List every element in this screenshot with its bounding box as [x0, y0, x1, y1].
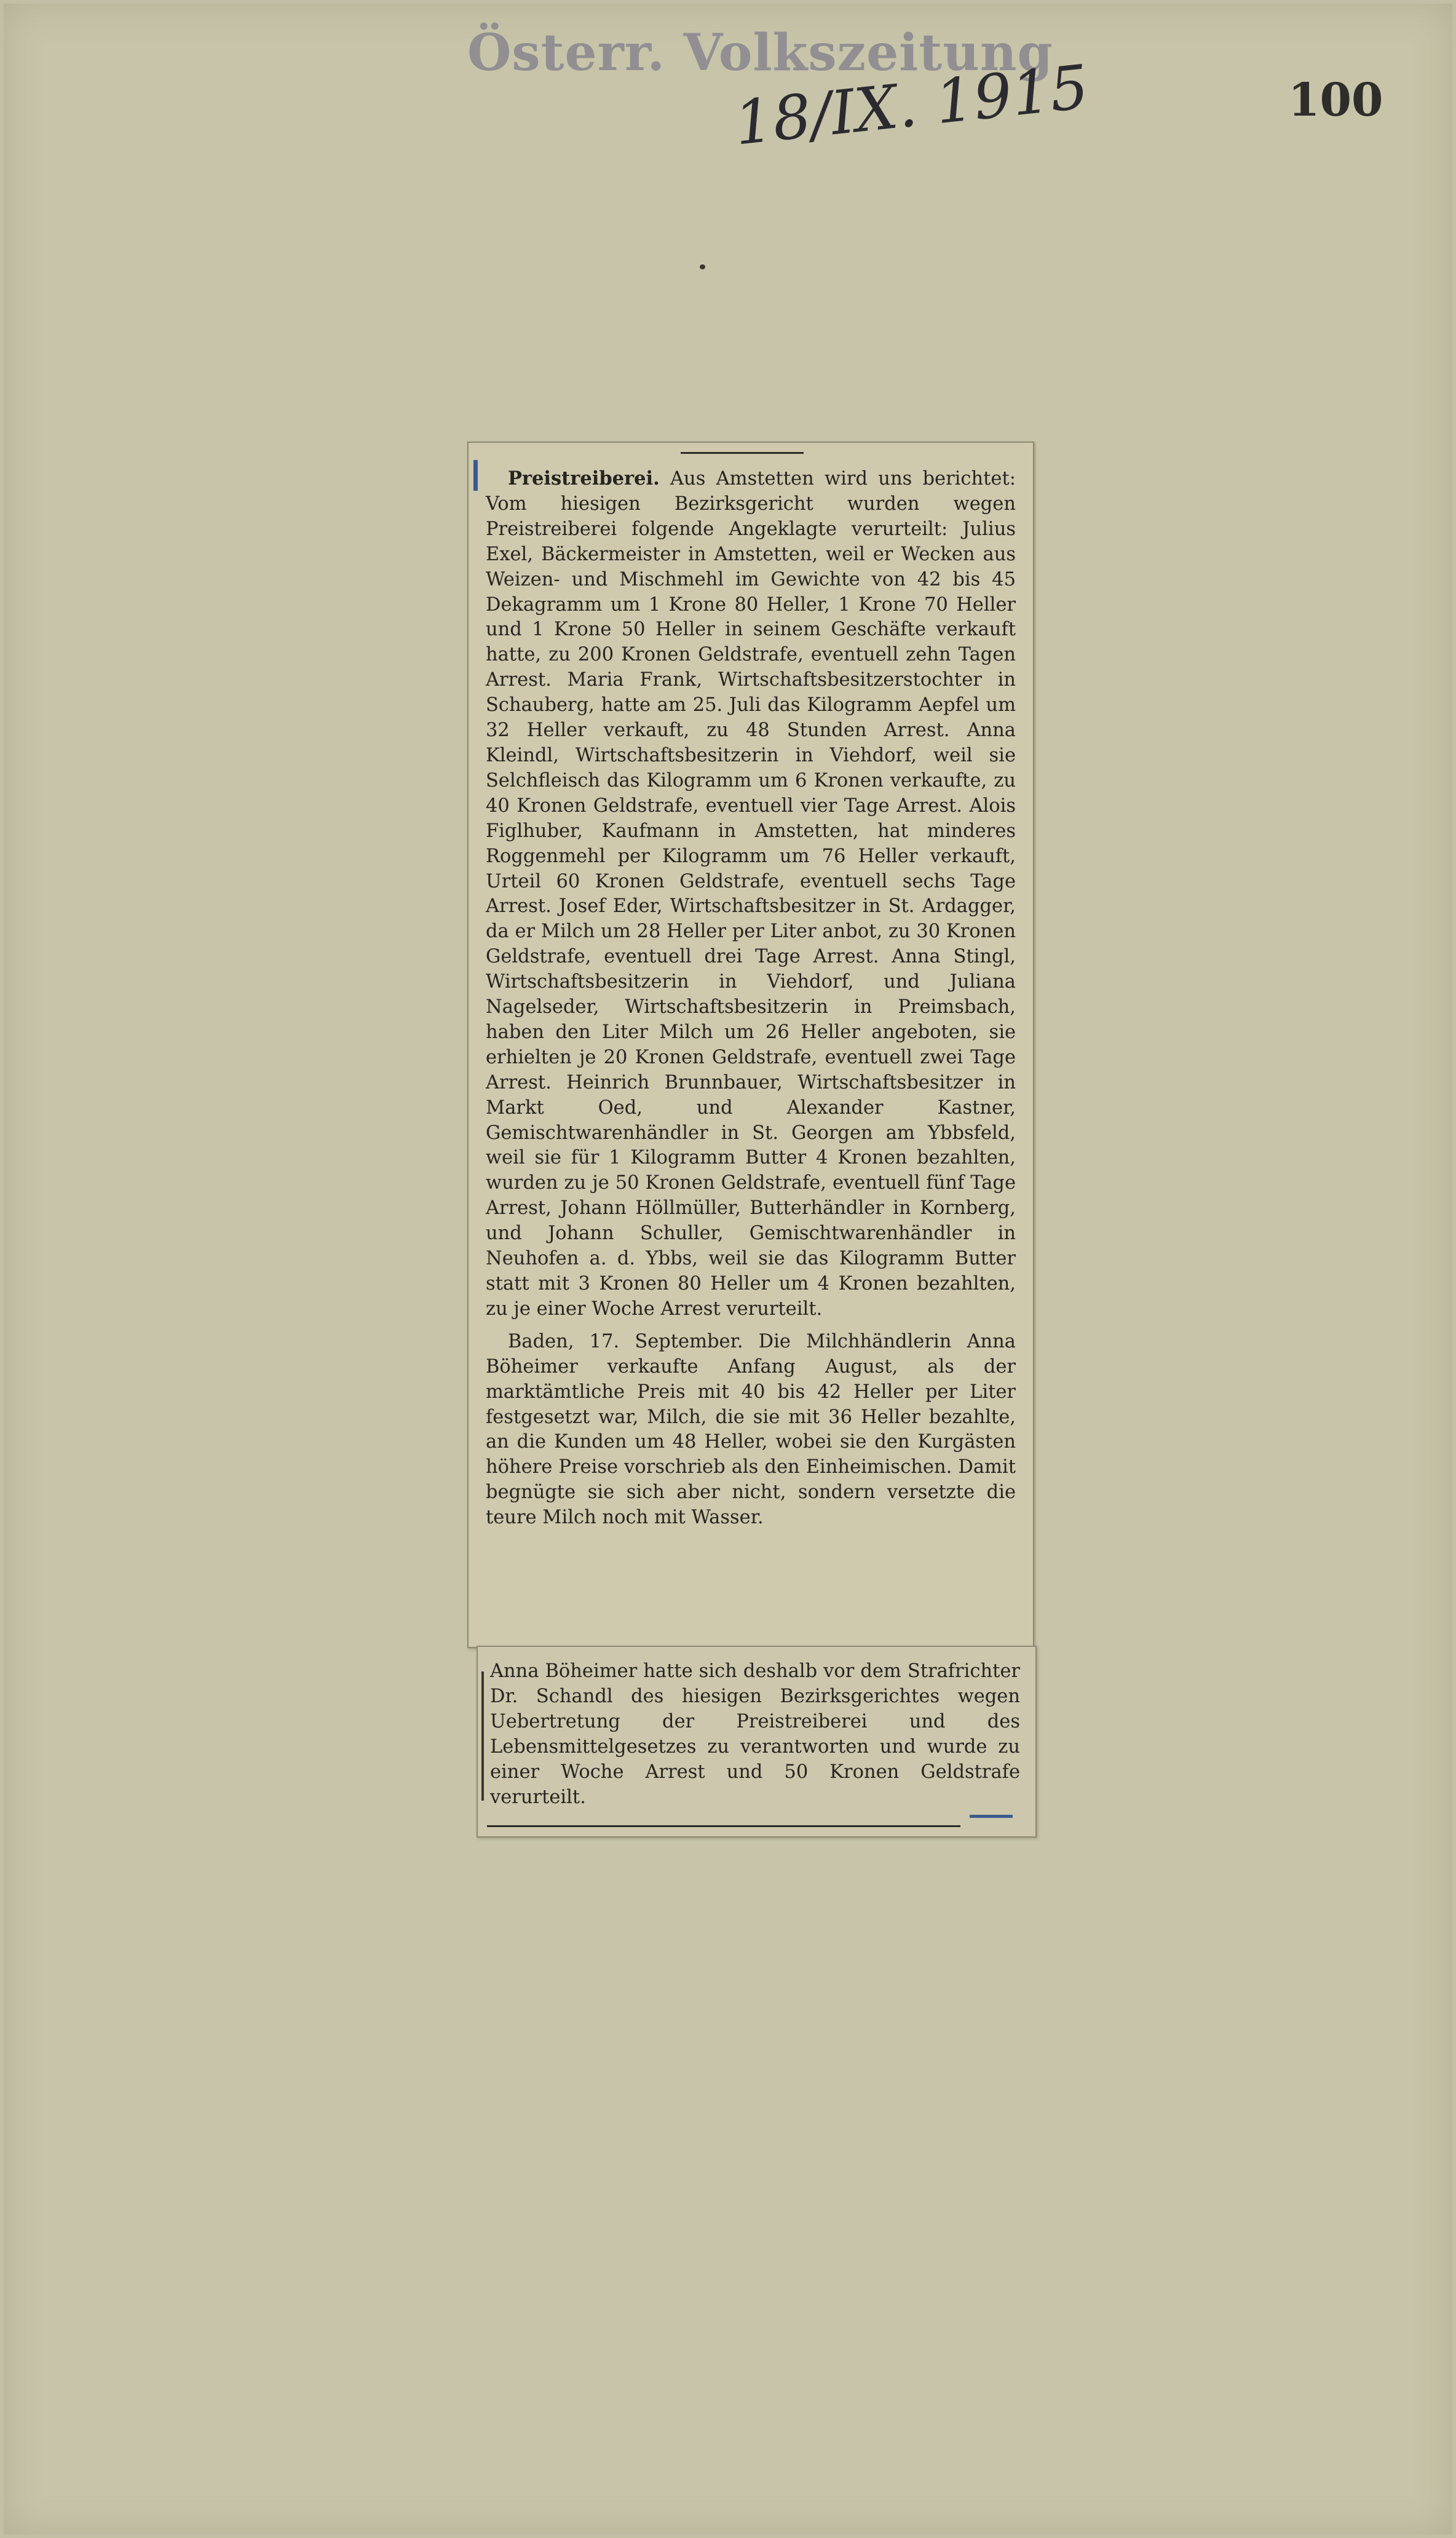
article-paragraph-2: Baden, 17. September. Die Milchhändlerin Anna Böheimer verkaufte Anfang August, als der marktämtliche Preis mit 40 bis 42 Heller per Liter festgesetzt war, Milch, die sie mit 36 Heller bezahlte, an die Kunden um 48 Heller, wobei sie den Kurgästen höhere Preise vorschrieb als den Einheimischen. Damit begnügte sie sich aber nicht, sondern versetzte die teure Milch noch mit Wasser. [486, 1330, 1016, 1529]
blue-pencil-mark [473, 460, 478, 491]
top-rule [681, 452, 804, 454]
handwritten-date: 18/IX. 1915 [731, 52, 1092, 159]
newspaper-clipping-main [467, 442, 1034, 1648]
article-headline: Preistreiberei. [508, 467, 660, 490]
bottom-rule [487, 1825, 960, 1827]
newspaper-clipping-continuation [477, 1646, 1037, 1838]
paper-speck [700, 264, 705, 269]
blue-pencil-underline [970, 1815, 1013, 1818]
continuation-column [490, 1659, 1020, 1810]
page-number: 100 [1288, 74, 1383, 127]
article-column [486, 466, 1016, 1531]
article-paragraph-3: Anna Böheimer hatte sich deshalb vor dem Strafrichter Dr. Schandl des hiesigen Bezirksgerichtes wegen Uebertretung der Preistreiberei und des Lebensmittelgesetzes zu verantworten und wurde zu einer Woche Arrest und 50 Kronen Geldstrafe verurteilt. [490, 1660, 1020, 1808]
margin-mark [481, 1672, 484, 1801]
article-paragraph-1 [486, 466, 1016, 1322]
paragraph-1-text: Aus Amstetten wird uns berichtet: Vom hiesigen Bezirksgericht wurden wegen Preistreiberei folgende Angeklagte verurteilt: Julius Exel, Bäckermeister in Amstetten, weil er Wecken aus Weizen- und Mischmehl im Gewichte von 42 bis 45 Dekagramm um 1 Krone 80 Heller, 1 Krone 70 Heller und 1 Krone 50 Heller in seinem Geschäfte verkauft hatte, zu 200 Kronen Geldstrafe, eventuell zehn Tagen Arrest. Maria Frank, Wirtschaftsbesitzerstochter in Schauberg, hatte am 25. Juli das Kilogramm Aepfel um 32 Heller verkauft, zu 48 Stunden Arrest. Anna Kleindl, Wirtschaftsbesitzerin in Viehdorf, weil sie Selchfleisch das Kilogramm um 6 Kronen verkaufte, zu 40 Kronen Geldstrafe, eventuell vier Tage Arrest. Alois Figlhuber, Kaufmann in Amstetten, hat minderes Roggenmehl per Kilogramm um 76 Heller verkauft, Urteil 60 Kronen Geldstrafe, eventuell sechs Tage Arrest. Josef Eder, Wirtschaftsbesitzer in St. Ardagger, da er Milch um 28 Heller per Liter anbot, zu 30 Kronen Geldstrafe, eventuell drei Tage Arrest. Anna Stingl, Wirtschaftsbesitzerin in Viehdorf, und Juliana Nagelseder, Wirtschaftsbesitzerin in Preimsbach, haben den Liter Milch um 26 Heller angeboten, sie erhielten je 20 Kronen Geldstrafe, eventuell zwei Tage Arrest. Heinrich Brunnbauer, Wirtschaftsbesitzer in Markt Oed, und Alexander Kastner, Gemischtwarenhändler in St. Georgen am Ybbsfeld, weil sie für 1 Kilogramm Butter 4 Kronen bezahlten, wurden zu je 50 Kronen Geldstrafe, eventuell fünf Tage Arrest, Johann Höllmüller, Butterhändler in Kornberg, und Johann Schuller, Gemischtwarenhändler in Neuhofen a. d. Ybbs, weil sie das Kilogramm Butter statt mit 3 Kronen 80 Heller um 4 Kronen bezahlten, zu je einer Woche Arrest verurteilt. [486, 468, 1016, 1320]
newspaper-stamp: Österr. Volkszeitung [467, 23, 1053, 82]
